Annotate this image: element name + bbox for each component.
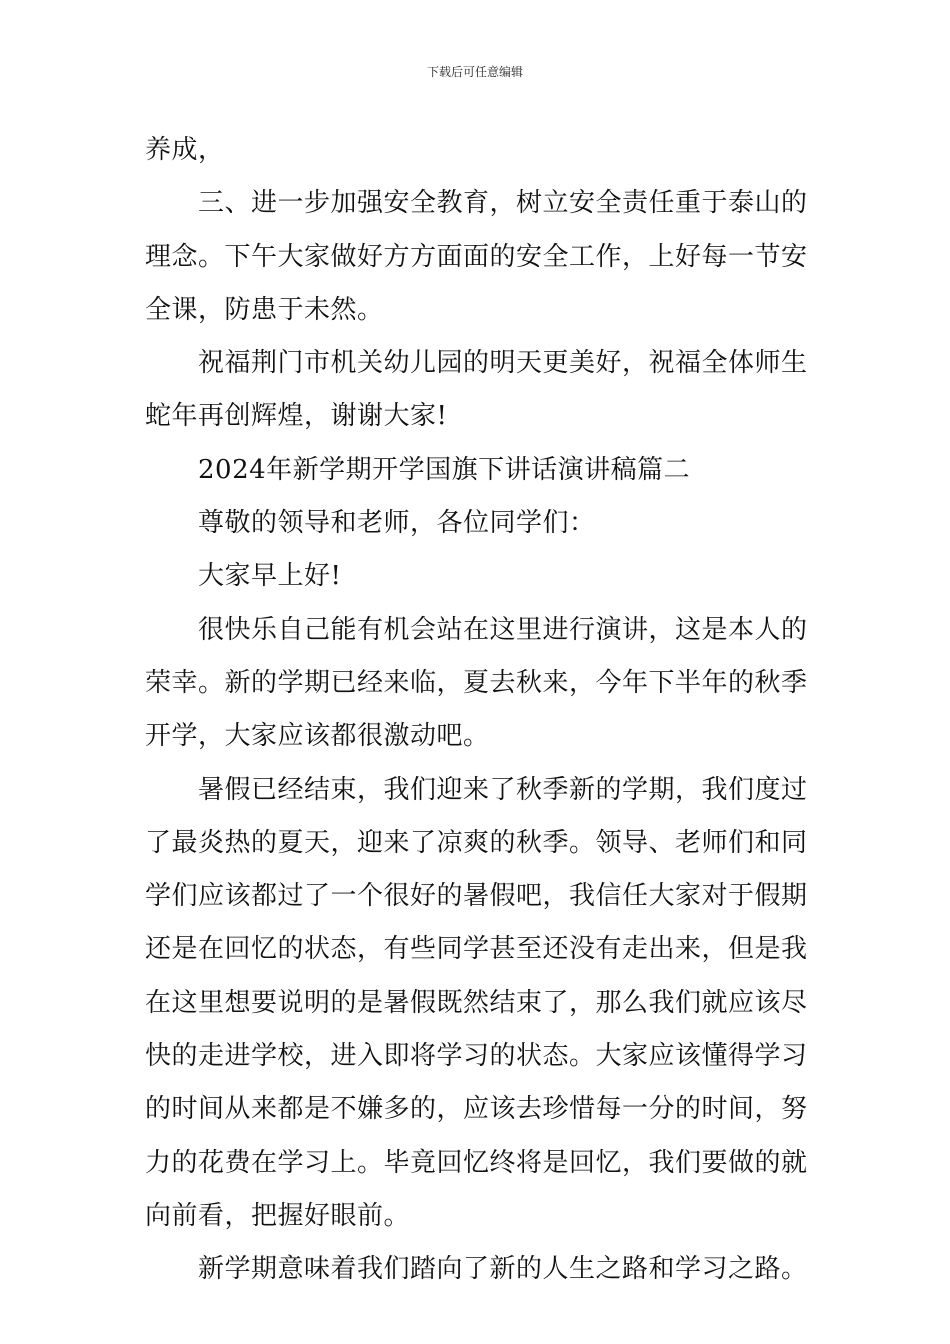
- paragraph-start-line: 祝福荆门市机关幼儿园的明天更美好，祝福全体师生: [198, 348, 808, 379]
- text-line: 开学，大家应该都很激动吧。: [145, 721, 490, 752]
- paragraph-start-line: 暑假已经结束，我们迎来了秋季新的学期，我们度过: [198, 774, 808, 805]
- text-line: 力的花费在学习上。毕竟回忆终将是回忆，我们要做的就: [145, 1147, 808, 1178]
- text-line: 荣幸。新的学期已经来临，夏去秋来，今年下半年的秋季: [145, 667, 808, 698]
- salutation-line: 尊敬的领导和老师，各位同学们：: [198, 508, 596, 539]
- text-line: 养成，: [145, 135, 225, 165]
- text-line: 在这里想要说明的是暑假既然结束了，那么我们就应该尽: [145, 987, 808, 1018]
- text-line: 向前看，把握好眼前。: [145, 1200, 411, 1231]
- document-body: [145, 124, 809, 1297]
- text-line: 学们应该都过了一个很好的暑假吧，我信任大家对于假期: [145, 881, 808, 912]
- paragraph-start-line: 新学期意味着我们踏向了新的人生之路和学习之路。: [198, 1254, 808, 1285]
- text-line: 了最炎热的夏天，迎来了凉爽的秋季。领导、老师们和同: [145, 827, 808, 858]
- paragraph-start-line: 很快乐自己能有机会站在这里进行演讲，这是本人的: [198, 614, 808, 645]
- text-line: 还是在回忆的状态，有些同学甚至还没有走出来，但是我: [145, 934, 808, 965]
- text-line: 快的走进学校，进入即将学习的状态。大家应该懂得学习: [145, 1041, 808, 1072]
- paragraph-start-line: 三、进一步加强安全教育，树立安全责任重于泰山的: [198, 188, 808, 219]
- greeting-line: 大家早上好!: [198, 561, 342, 592]
- page-header-note: 下载后可任意编辑: [426, 65, 523, 79]
- text-line: 全课，防患于未然。: [145, 294, 384, 325]
- text-line: 的时间从来都是不嫌多的，应该去珍惜每一分的时间，努: [145, 1094, 808, 1125]
- text-line: 蛇年再创辉煌，谢谢大家!: [145, 401, 448, 432]
- section-title: 2024年新学期开学国旗下讲话演讲稿篇二: [198, 454, 691, 485]
- text-line: 理念。下午大家做好方方面面的安全工作，上好每一节安: [145, 241, 808, 272]
